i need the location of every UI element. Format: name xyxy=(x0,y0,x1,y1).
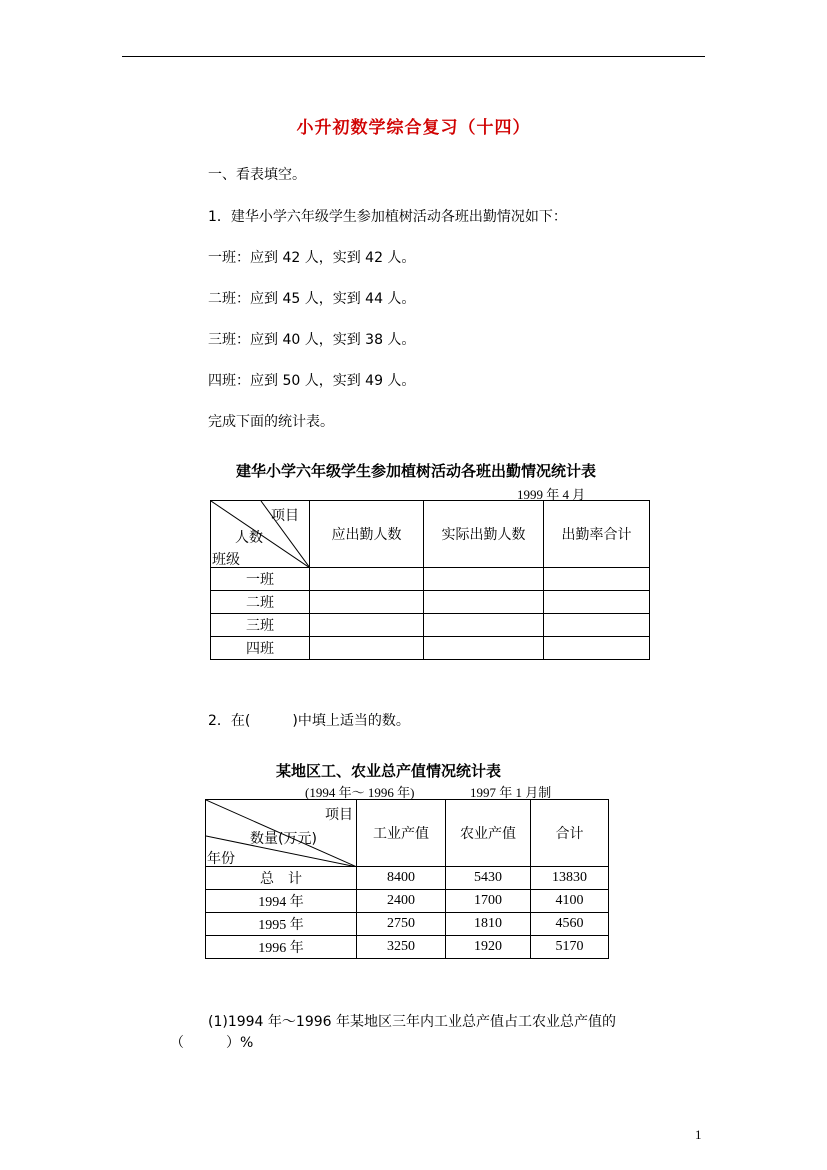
value-cell: 1700 xyxy=(446,890,531,913)
class-3-info: 三班：应到 40 人，实到 38 人。 xyxy=(208,332,416,348)
corner-label-item: 项目 xyxy=(325,807,353,823)
table-1-date: 1999 年 4 月 xyxy=(517,487,586,502)
value-cell: 4560 xyxy=(531,913,609,936)
value-cell: 2400 xyxy=(357,890,446,913)
blank-cell[interactable] xyxy=(544,568,650,591)
output-value-table xyxy=(205,799,609,959)
section-heading: 一、看表填空。 xyxy=(208,167,306,183)
class-2-info: 二班：应到 45 人，实到 44 人。 xyxy=(208,291,416,307)
blank-cell[interactable] xyxy=(544,614,650,637)
row-label-class-4: 四班 xyxy=(211,637,310,660)
blank-cell[interactable] xyxy=(310,637,424,660)
sub-question-1-blank[interactable]: （ ）% xyxy=(170,1035,254,1051)
blank-cell[interactable] xyxy=(544,591,650,614)
value-cell: 8400 xyxy=(357,867,446,890)
corner-label-item: 项目 xyxy=(271,508,299,524)
question-1-intro: 1．建华小学六年级学生参加植树活动各班出勤情况如下： xyxy=(208,209,567,225)
blank-cell[interactable] xyxy=(424,614,544,637)
instruction: 完成下面的统计表。 xyxy=(208,414,334,430)
blank-cell[interactable] xyxy=(544,637,650,660)
blank-cell[interactable] xyxy=(310,614,424,637)
row-label-1996: 1996 年 xyxy=(206,936,357,959)
table-2-corner-cell xyxy=(206,800,357,867)
table-2-period: (1994 年～ 1996 年) xyxy=(305,785,415,800)
row-label-1994: 1994 年 xyxy=(206,890,357,913)
header-industry: 工业产值 xyxy=(357,800,446,867)
header-total: 合计 xyxy=(531,800,609,867)
class-4-info: 四班：应到 50 人，实到 49 人。 xyxy=(208,373,416,389)
table-2-title: 某地区工、农业总产值情况统计表 xyxy=(276,762,502,780)
corner-label-count: 人数 xyxy=(235,530,263,546)
blank-cell[interactable] xyxy=(310,591,424,614)
sub-question-1: (1)1994 年～1996 年某地区三年内工业总产值占工农业总产值的 xyxy=(208,1014,616,1030)
page-number: 1 xyxy=(695,1127,702,1142)
row-label-total: 总 计 xyxy=(206,867,357,890)
table-2-date: 1997 年 1 月制 xyxy=(470,785,552,800)
header-agriculture: 农业产值 xyxy=(446,800,531,867)
header-rule xyxy=(122,56,705,57)
value-cell: 5170 xyxy=(531,936,609,959)
value-cell: 1920 xyxy=(446,936,531,959)
blank-cell[interactable] xyxy=(424,568,544,591)
row-label-class-3: 三班 xyxy=(211,614,310,637)
value-cell: 1810 xyxy=(446,913,531,936)
blank-cell[interactable] xyxy=(424,637,544,660)
page-title: 小升初数学综合复习（十四） xyxy=(296,118,531,138)
header-rate: 出勤率合计 xyxy=(544,501,650,568)
header-expected: 应出勤人数 xyxy=(310,501,424,568)
row-label-class-2: 二班 xyxy=(211,591,310,614)
blank-cell[interactable] xyxy=(424,591,544,614)
value-cell: 4100 xyxy=(531,890,609,913)
corner-label-year: 年份 xyxy=(207,851,235,867)
table-1-title: 建华小学六年级学生参加植树活动各班出勤情况统计表 xyxy=(236,462,597,480)
corner-label-amount: 数量(万元) xyxy=(250,831,317,847)
value-cell: 2750 xyxy=(357,913,446,936)
table-1-corner-cell xyxy=(211,501,310,568)
class-1-info: 一班：应到 42 人，实到 42 人。 xyxy=(208,250,416,266)
row-label-1995: 1995 年 xyxy=(206,913,357,936)
header-actual: 实际出勤人数 xyxy=(424,501,544,568)
corner-label-class: 班级 xyxy=(212,552,240,568)
value-cell: 13830 xyxy=(531,867,609,890)
blank-cell[interactable] xyxy=(310,568,424,591)
value-cell: 3250 xyxy=(357,936,446,959)
value-cell: 5430 xyxy=(446,867,531,890)
question-2-intro: 2．在( )中填上适当的数。 xyxy=(208,713,410,729)
attendance-table xyxy=(210,500,650,660)
row-label-class-1: 一班 xyxy=(211,568,310,591)
